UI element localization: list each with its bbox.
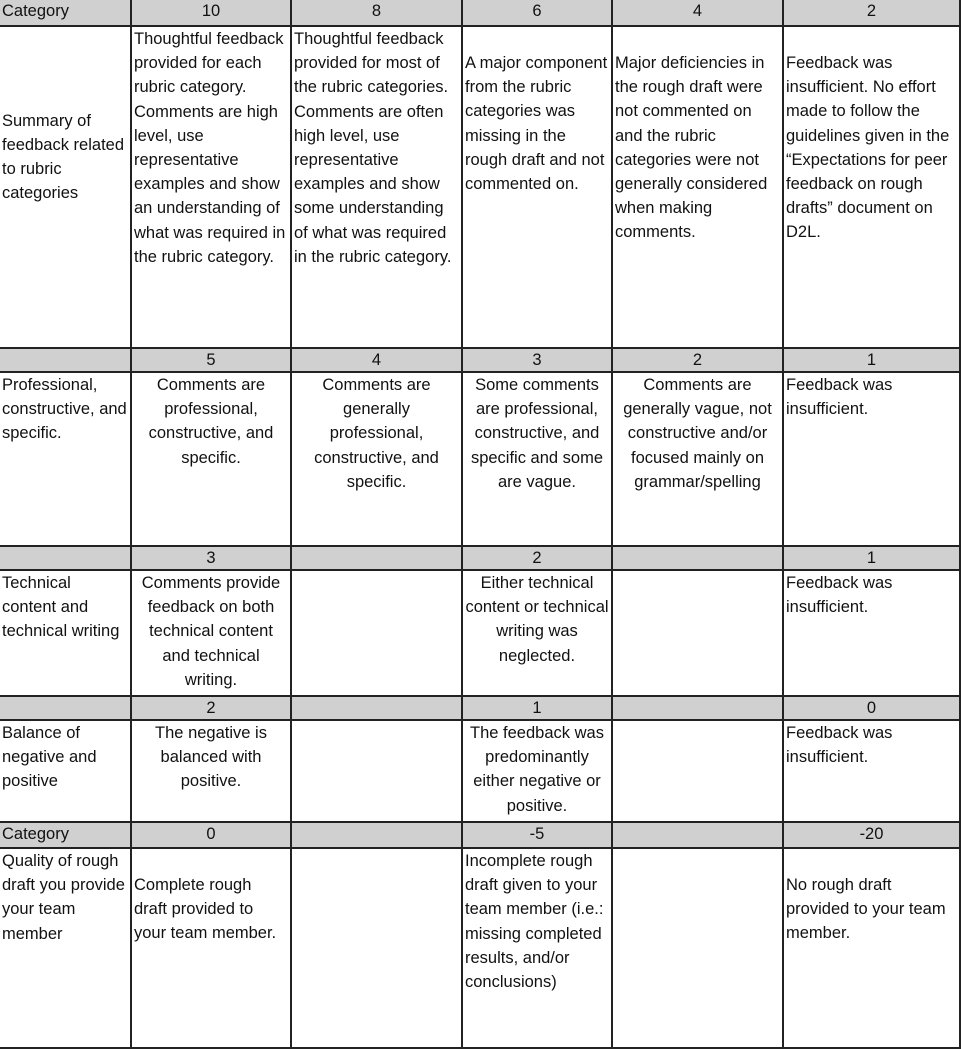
score-header-row — [0, 348, 960, 372]
criterion-cell: Feedback was insufficient. — [783, 570, 960, 696]
criterion-cell — [612, 720, 783, 822]
category-name: Quality of rough draft you provide your team member — [0, 848, 131, 1048]
score-header-row — [0, 696, 960, 720]
header-category-label: Category — [0, 0, 131, 26]
score-header — [612, 822, 783, 848]
score-header: 2 — [783, 0, 960, 26]
score-header: 8 — [291, 0, 462, 26]
rubric-row — [0, 570, 960, 696]
header-blank — [0, 348, 131, 372]
header-blank — [0, 696, 131, 720]
rubric-row — [0, 372, 960, 546]
score-header — [612, 546, 783, 570]
score-header: -5 — [462, 822, 612, 848]
criterion-cell: No rough draft provided to your team member. — [783, 848, 960, 1048]
score-header: -20 — [783, 822, 960, 848]
criterion-cell — [291, 720, 462, 822]
score-header: 3 — [131, 546, 291, 570]
criterion-cell: Comments are generally professional, constructive, and specific. — [291, 372, 462, 546]
criterion-cell: Complete rough draft provided to your team member. — [131, 848, 291, 1048]
score-header: 6 — [462, 0, 612, 26]
category-name: Professional, constructive, and specific. — [0, 372, 131, 546]
criterion-cell: Incomplete rough draft given to your team member (i.e.: missing completed results, and/or conclusions) — [462, 848, 612, 1048]
score-header — [612, 696, 783, 720]
criterion-cell: Thoughtful feedback provided for each rubric category. Comments are high level, use representative examples and show an understanding of what was required in the rubric category. — [131, 26, 291, 348]
criterion-cell: Either technical content or technical writing was neglected. — [462, 570, 612, 696]
score-header: 5 — [131, 348, 291, 372]
score-header-row — [0, 0, 960, 26]
criterion-cell: The feedback was predominantly either negative or positive. — [462, 720, 612, 822]
rubric-row — [0, 26, 960, 348]
criterion-cell: Thoughtful feedback provided for most of the rubric categories. Comments are often high level, use representative examples and show some understanding of what was required in the rubric category. — [291, 26, 462, 348]
score-header-row — [0, 546, 960, 570]
score-header: 1 — [783, 546, 960, 570]
criterion-cell: Feedback was insufficient. — [783, 372, 960, 546]
score-header: 4 — [291, 348, 462, 372]
score-header: 0 — [783, 696, 960, 720]
criterion-cell: Feedback was insufficient. — [783, 720, 960, 822]
category-name: Summary of feedback related to rubric categories — [0, 26, 131, 348]
criterion-cell — [612, 848, 783, 1048]
score-header — [291, 546, 462, 570]
score-header: 10 — [131, 0, 291, 26]
score-header: 2 — [462, 546, 612, 570]
criterion-cell — [612, 570, 783, 696]
rubric-row — [0, 848, 960, 1048]
criterion-cell — [291, 570, 462, 696]
score-header: 1 — [462, 696, 612, 720]
criterion-cell: Comments provide feedback on both technical content and technical writing. — [131, 570, 291, 696]
score-header — [291, 822, 462, 848]
criterion-cell: A major component from the rubric categories was missing in the rough draft and not commented on. — [462, 26, 612, 348]
header-blank — [0, 546, 131, 570]
criterion-cell: Comments are professional, constructive, and specific. — [131, 372, 291, 546]
score-header-row — [0, 822, 960, 848]
score-header: 0 — [131, 822, 291, 848]
category-name: Balance of negative and positive — [0, 720, 131, 822]
rubric-row — [0, 720, 960, 822]
criterion-cell: Major deficiencies in the rough draft were not commented on and the rubric categories were not generally considered when making comments. — [612, 26, 783, 348]
score-header: 4 — [612, 0, 783, 26]
score-header: 2 — [612, 348, 783, 372]
header-category-label: Category — [0, 822, 131, 848]
score-header: 3 — [462, 348, 612, 372]
criterion-cell: Feedback was insufficient. No effort made to follow the guidelines given in the “Expectations for peer feedback on rough drafts” document on D2L. — [783, 26, 960, 348]
score-header: 1 — [783, 348, 960, 372]
criterion-cell: The negative is balanced with positive. — [131, 720, 291, 822]
score-header: 2 — [131, 696, 291, 720]
score-header — [291, 696, 462, 720]
category-name: Technical content and technical writing — [0, 570, 131, 696]
criterion-cell — [291, 848, 462, 1048]
criterion-cell: Some comments are professional, constructive, and specific and some are vague. — [462, 372, 612, 546]
criterion-cell: Comments are generally vague, not constructive and/or focused mainly on grammar/spelling — [612, 372, 783, 546]
